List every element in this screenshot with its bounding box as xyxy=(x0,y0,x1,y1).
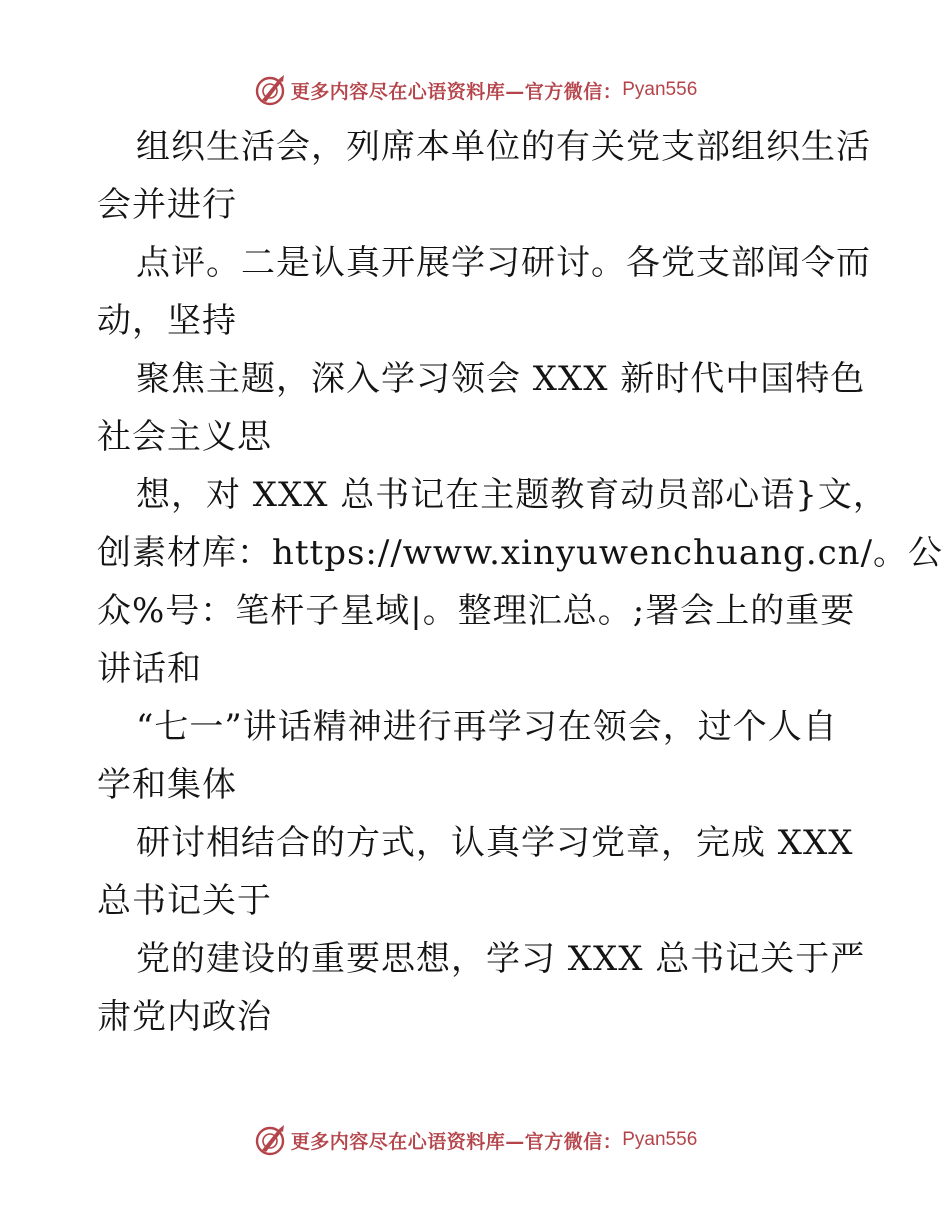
text-line: 社会主义思 xyxy=(97,417,272,457)
footer-banner-text: 更多内容尽在心语资料库—官方微信： xyxy=(290,1130,623,1153)
text-line: 众%号：笔杆子星域|。整理汇总。;署会上的重要 xyxy=(97,591,856,631)
footer-banner xyxy=(0,1120,950,1160)
text-line: 创素材库：https://www.xinyuwenchuang.cn/。公 xyxy=(97,533,944,573)
text-line: 党的建设的重要思想，学习 XXX 总书记关于严 xyxy=(136,939,866,979)
text-line: “七一”讲话精神进行再学习在领会，过个人自 xyxy=(136,707,838,747)
text-line: 研讨相结合的方式，认真学习党章，完成 XXX xyxy=(136,823,854,863)
text-line: 讲话和 xyxy=(97,649,202,689)
text-line: 聚焦主题，深入学习领会 XXX 新时代中国特色 xyxy=(136,359,866,399)
text-line: 肃党内政治 xyxy=(97,997,272,1037)
text-line: 学和集体 xyxy=(97,765,237,805)
text-line: 会并进行 xyxy=(97,185,237,225)
header-banner xyxy=(0,70,950,110)
text-line: 组织生活会，列席本单位的有关党支部组织生活 xyxy=(136,127,871,167)
footer-banner-account: Pyan556 xyxy=(622,1129,698,1150)
text-line: 总书记关于 xyxy=(97,881,272,921)
text-line: 点评。二是认真开展学习研讨。各党支部闻令而 xyxy=(136,243,871,283)
header-banner-account: Pyan556 xyxy=(622,79,698,100)
quill-logo-icon xyxy=(253,1123,287,1157)
text-line: 想，对 XXX 总书记在主题教育动员部心语}文， xyxy=(136,475,888,515)
quill-logo-icon xyxy=(253,73,287,107)
header-banner-text: 更多内容尽在心语资料库—官方微信： xyxy=(290,80,623,103)
text-line: 动，坚持 xyxy=(97,301,237,341)
